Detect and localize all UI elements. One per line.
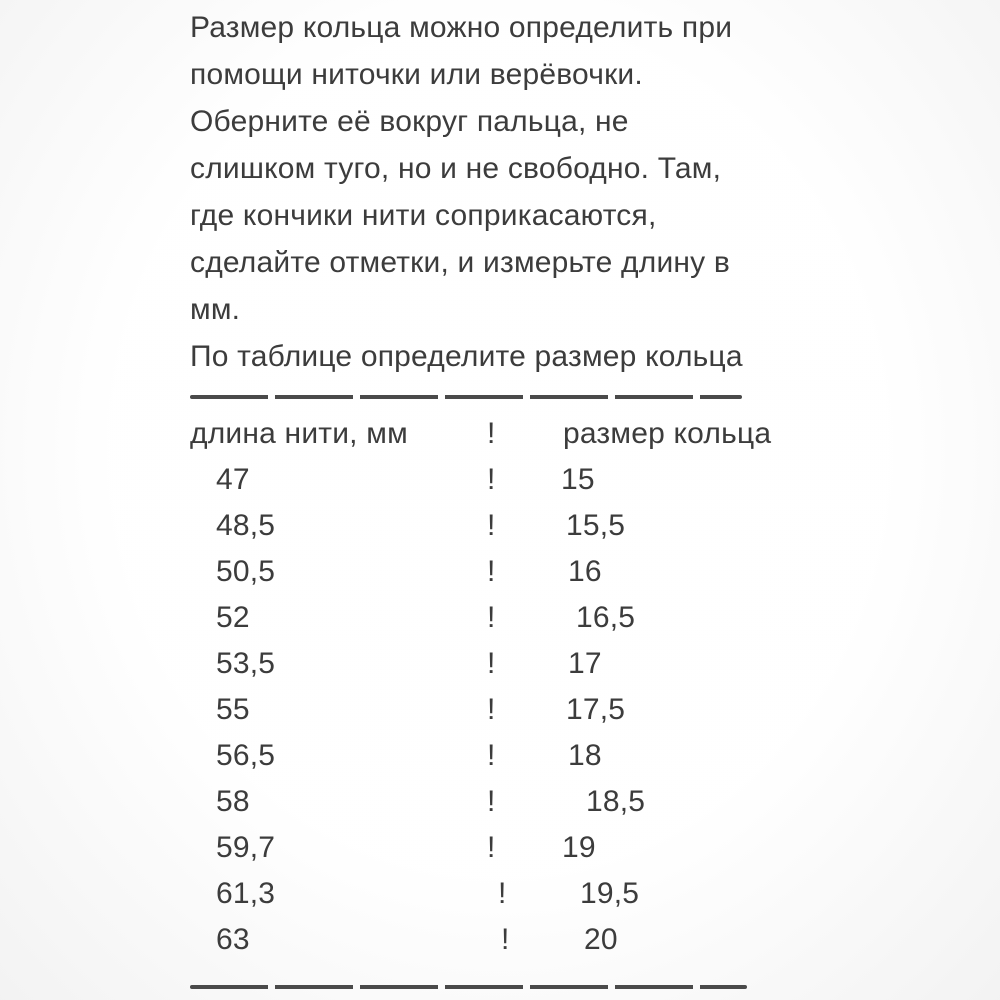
separator-cell: !: [487, 647, 496, 680]
table-row: [190, 687, 830, 733]
intro-line: слишком туго, но и не свободно. Там,: [190, 152, 722, 185]
ring-size-cell: 15: [561, 463, 595, 496]
thread-length-cell: 59,7: [216, 831, 276, 864]
thread-length-cell: 56,5: [216, 739, 276, 772]
table-row: [190, 779, 830, 825]
separator-cell: !: [487, 785, 496, 818]
thread-length-cell: 52: [216, 601, 250, 634]
ring-size-cell: 17: [568, 647, 602, 680]
separator-cell: !: [487, 693, 496, 726]
content-column: [190, 4, 830, 989]
thread-length-cell: 55: [216, 693, 250, 726]
table-row: [190, 733, 830, 779]
ring-size-cell: 16,5: [576, 601, 636, 634]
intro-line: сделайте отметки, и измерьте длину в: [190, 246, 731, 279]
ring-size-cell: 16: [568, 555, 602, 588]
table-row: [190, 917, 830, 963]
ring-size-cell: 19,5: [580, 877, 640, 910]
table-row: [190, 871, 830, 917]
column-separator: !: [487, 417, 496, 450]
table-top-divider: [190, 395, 742, 399]
ring-size-cell: 17,5: [566, 693, 626, 726]
intro-line: Размер кольца можно определить при: [190, 11, 733, 44]
table-row: [190, 641, 830, 687]
table-bottom-divider: [190, 985, 747, 989]
intro-line: По таблице определите размер кольца: [190, 340, 743, 373]
table-row: [190, 457, 830, 503]
thread-length-cell: 47: [216, 463, 250, 496]
ring-size-cell: 19: [562, 831, 596, 864]
table-header-row: [190, 411, 830, 457]
thread-length-cell: 61,3: [216, 877, 276, 910]
separator-cell: !: [487, 831, 496, 864]
thread-length-cell: 63: [216, 923, 250, 956]
intro-line: мм.: [190, 293, 241, 326]
separator-cell: !: [487, 509, 496, 542]
thread-length-cell: 48,5: [216, 509, 276, 542]
separator-cell: !: [498, 877, 507, 910]
ring-size-cell: 20: [584, 923, 618, 956]
column-header-thread-length: длина нити, мм: [190, 417, 408, 450]
separator-cell: !: [487, 739, 496, 772]
table-row: [190, 825, 830, 871]
ring-size-table: [190, 457, 830, 963]
column-header-ring-size: размер кольца: [563, 417, 772, 450]
intro-line: помощи ниточки или верёвочки.: [190, 58, 643, 91]
intro-paragraph: [190, 4, 830, 380]
thread-length-cell: 53,5: [216, 647, 276, 680]
separator-cell: !: [487, 601, 496, 634]
separator-cell: !: [501, 923, 510, 956]
separator-cell: !: [487, 555, 496, 588]
thread-length-cell: 50,5: [216, 555, 276, 588]
table-row: [190, 549, 830, 595]
ring-size-cell: 18: [568, 739, 602, 772]
ring-size-cell: 18,5: [586, 785, 646, 818]
intro-line: Оберните её вокруг пальца, не: [190, 105, 629, 138]
ring-size-cell: 15,5: [566, 509, 626, 542]
table-row: [190, 503, 830, 549]
table-row: [190, 595, 830, 641]
thread-length-cell: 58: [216, 785, 250, 818]
separator-cell: !: [487, 463, 496, 496]
intro-line: где кончики нити соприкасаются,: [190, 199, 657, 232]
